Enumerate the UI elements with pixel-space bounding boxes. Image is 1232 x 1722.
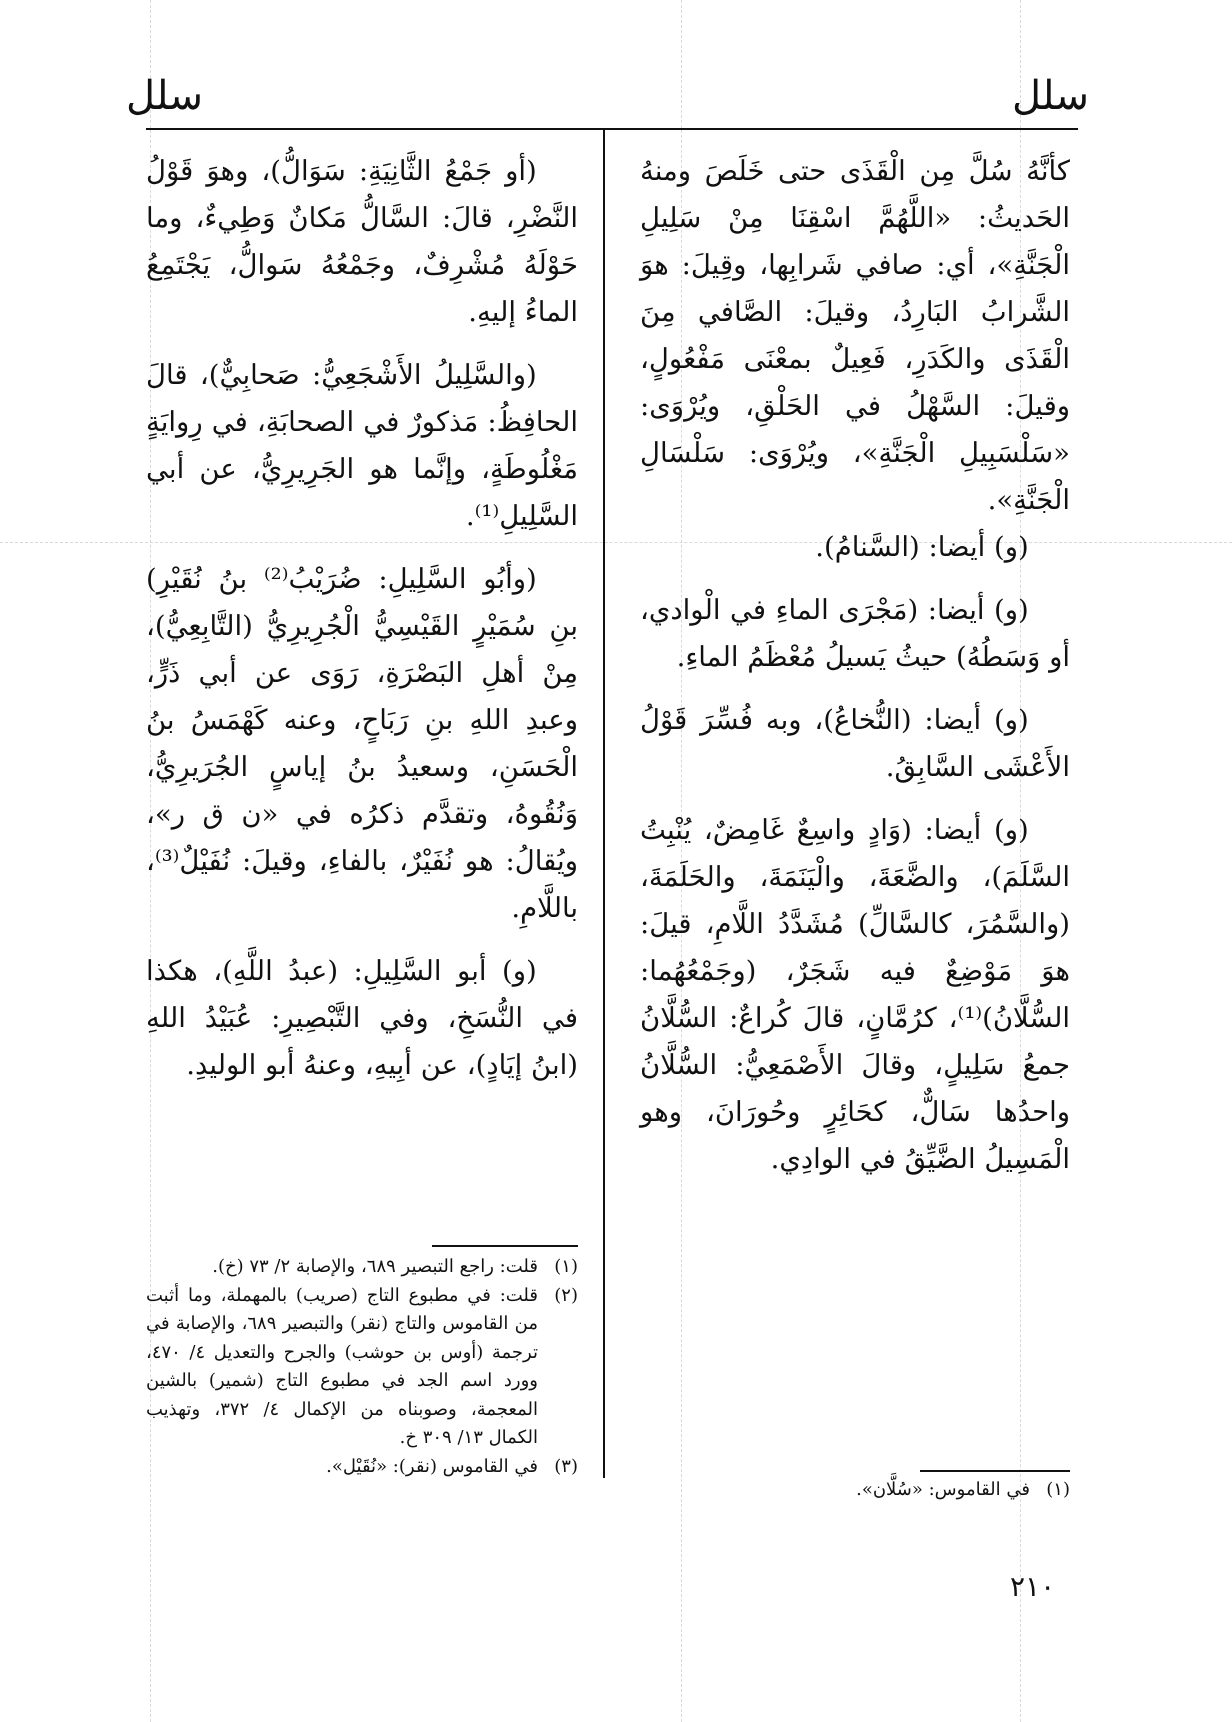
paragraph: كأنَّهُ سُلَّ مِن الْقَذَى حتى خَلَصَ ومنهُ الحَديثُ: «اللَّهُمَّ اسْقِنَا مِنْ سَلِيلِ الْجَنَّةِ»، أي: صافي شَرابِها، وقِيلَ: هوَ الشَّرابُ البَارِدُ، وقيلَ: الصَّافي مِنَ الْقَذَى والكَدَرِ، فَعِيلٌ بمعْنَى مَفْعُولٍ، وقيلَ: السَّهْلُ في الحَلْقِ، ويُرْوَى: «سَلْسَبِيلِ الْجَنَّةِ»، ويُرْوَى: سَلْسَالِ الْجَنَّةِ». [640,155,1070,516]
footnote-text: قلت: راجع التبصير ٦٨٩، والإصابة ٢/ ٧٣ (خ). [212,1256,538,1277]
footnote-number: (٢) [554,1284,578,1306]
footnote-rule [920,1470,1070,1472]
footnote-rule [432,1245,578,1247]
header-word-right: سلل [1012,73,1090,119]
paragraph: (و) أيضا: (النُّخاعُ)، وبه فُسِّرَ قَوْلُ الأَعْشَى السَّابِقُ. [640,704,1070,783]
footnote-number: (٣) [554,1455,578,1477]
paragraph: (و) أيضا: (وَادٍ واسِعٌ غَامِضٌ، يُنْبِتُ السَّلَمَ)، والضَّعَةَ، والْيَنَمَةَ، والحَلَمَةَ، (والسَّمُرَ، كالسَّالِّ) مُشَدَّدُ اللَّامِ، قيلَ: هوَ مَوْضِعٌ فيه شَجَرٌ، (وجَمْعُهُما: السُّلَّانُ)⁽¹⁾، كرُمَّانٍ، قالَ كُراعٌ: السُّلَّانُ جمعُ سَلِيلٍ، وقالَ الأَصْمَعِيُّ: السُّلَّانُ واحدُها سَالٌّ، كحَائِرٍ وحُورَانَ، وهو الْمَسِيلُ الضَّيِّقُ في الوادِي. [640,814,1070,1175]
paragraph: (والسَّلِيلُ الأَشْجَعِيُّ: صَحابِيٌّ)، قالَ الحافِظُ: مَذكورٌ في الصحابَةِ، في رِوايَةٍ مَغْلُوطَةٍ، وإنَّما هو الجَرِيرِيُّ، عن أبي السَّلِيلِ⁽¹⁾. [146,359,578,532]
paragraph: (و) أبو السَّلِيلِ: (عبدُ اللَّهِ)، هكذا في النُّسَخِ، وفي التَّبْصِيرِ: عُبَيْدُ اللهِ (ابنُ إيَادٍ)، عن أبِيهِ، وعنهُ أبو الوليدِ. [146,955,578,1081]
footnote [146,1253,578,1282]
left-column [146,148,578,1089]
column-divider [603,130,605,1478]
page-number: ٢١٠ [1010,1570,1056,1603]
footnote-text: قلت: في مطبوع التاج (صريب) بالمهملة، وما أثبت من القاموس والتاج (نقر) والتبصير ٦٨٩، والإصابة في ترجمة (أوس بن حوشب) والجرح والتعديل ٤/ ٤٧٠، وورد اسم الجد في مطبوع التاج (شمير) بالشين المعجمة، وصوبناه من الإكمال ٤/ ٣٧٢، وتهذيب الكمال ١٣/ ٣٠٩ خ. [146,1284,538,1448]
header-word-left: سلل [126,73,204,119]
paragraph: (و) أيضا: (مَجْرَى الماءِ في الْوادي، أو وَسَطُهُ) حيثُ يَسيلُ مُعْظَمُ الماءِ. [640,594,1070,673]
footnote [640,1476,1070,1505]
footnote-number: (١) [1046,1479,1070,1500]
right-column [640,148,1070,1183]
footnotes-left [146,1253,578,1481]
footnote [146,1453,578,1482]
footnotes-right [640,1476,1070,1505]
paragraph: (وأبُو السَّلِيلِ: ضُرَيْبُ⁽²⁾ بنُ نُقَيْرِ) بنِ سُمَيْرٍ القَيْسِيُّ الْجُرِيرِيُّ (التَّابِعِيُّ)، مِنْ أهلِ البَصْرَةِ، رَوَى عن أبي ذَرٍّ، وعبدِ اللهِ بنِ رَبَاحٍ، وعنه كَهْمَسُ بنُ الْحَسَنِ، وسعيدُ بنُ إياسٍ الجُرَيرِيُّ، وَنُقُوهُ، وتقدَّم ذكرُه في «ن ق ر»، ويُقالُ: هو نُفَيْرٌ، بالفاءِ، وقيلَ: نُفَيْلٌ⁽³⁾، باللَّامِ. [146,563,578,924]
footnote [146,1282,578,1453]
footnote-text: في القاموس (نقر): «نُقَيْل». [326,1455,538,1477]
header-rule [146,128,1078,130]
paragraph: (أو جَمْعُ الثَّانِيَةِ: سَوَالُّ)، وهوَ قَوْلُ النَّضْرِ، قالَ: السَّالُّ مَكانٌ وَطِيءٌ، وما حَوْلَهُ مُشْرِفٌ، وجَمْعُهُ سَوالُّ، يَجْتَمِعُ الماءُ إليهِ. [146,155,578,328]
footnote-number: (١) [554,1256,578,1277]
paragraph: (و) أيضا: (السَّنامُ). [815,531,1029,563]
footnote-text: في القاموس: «سُلَّان». [856,1479,1030,1500]
